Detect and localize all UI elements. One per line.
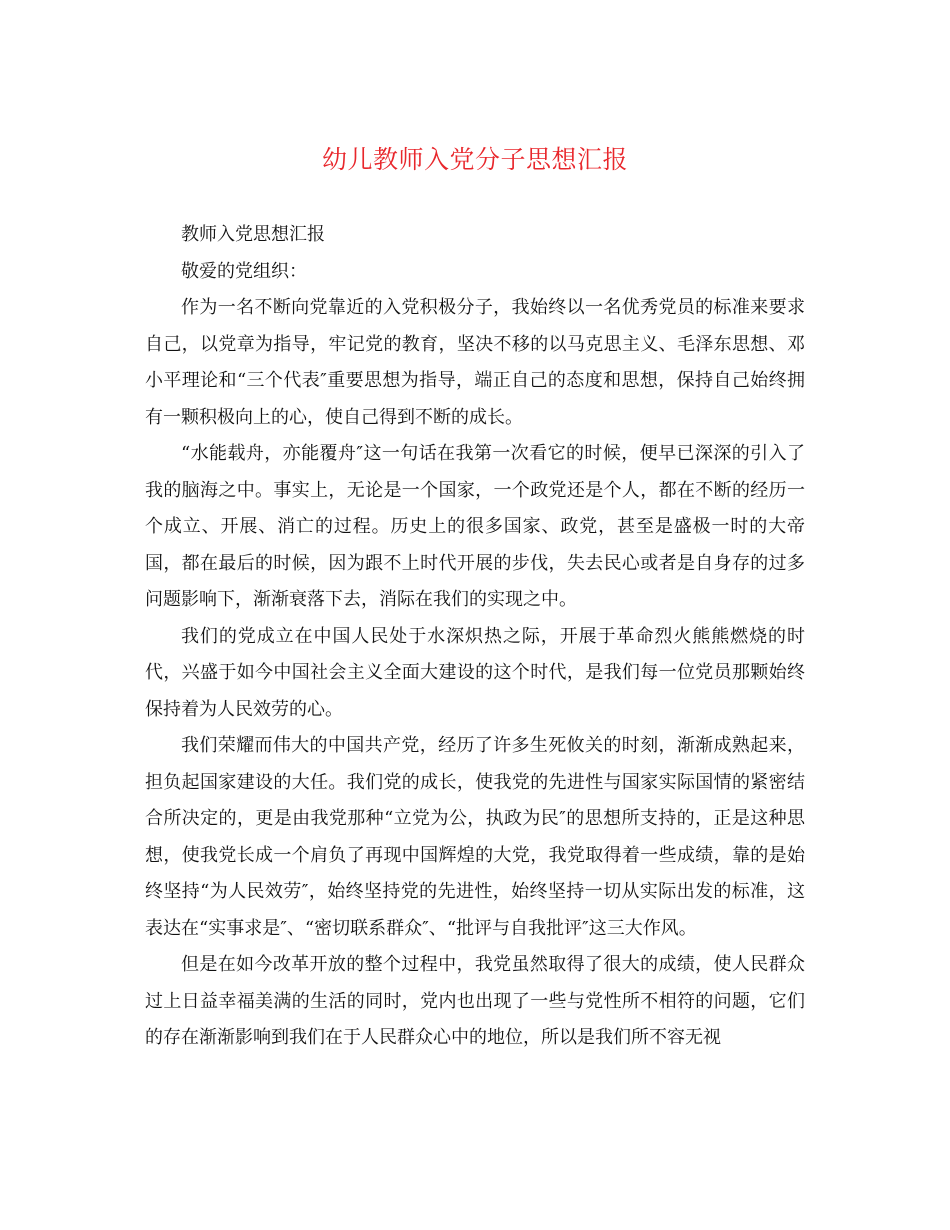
- paragraph-body: 但是在如今改革开放的整个过程中，我党虽然取得了很大的成绩，使人民群众过上日益幸福美满的生活的同时，党内也出现了一些与党性所不相符的问题，它们的存在渐渐影响到我们在于人民群众心中的地位，所以是我们所不容无视: [145, 954, 805, 1048]
- paragraph-salutation: 敬爱的党组织：: [181, 260, 307, 282]
- paragraph-subtitle: 教师入党思想汇报: [181, 224, 325, 245]
- document-title: 幼儿教师入党分子思想汇报: [321, 145, 628, 174]
- paragraph-body: 作为一名不断向党靠近的入党积极分子，我始终以一名优秀党员的标准来要求自己，以党章为指导，牢记党的教育，坚决不移的以马克思主义、毛泽东思想、邓小平理论和“三个代表″重要思想为指导，端正自己的态度和思想，保持自己始终拥有一颗积极向上的心，使自己得到不断的成长。: [145, 297, 805, 428]
- paragraph-body: “水能载舟，亦能覆舟″这一句话在我第一次看它的时候，便早已深深的引入了我的脑海之中。事实上，无论是一个国家，一个政党还是个人，都在不断的经历一个成立、开展、消亡的过程。历史上的很多国家、政党，甚至是盛极一时的大帝国，都在最后的时候，因为跟不上时代开展的步伐，失去民心或者是自身存的过多问题影响下，渐渐衰落下去，消际在我们的实现之中。: [145, 443, 805, 610]
- paragraph-body: 我们的党成立在中国人民处于水深炽热之际，开展于革命烈火熊熊燃烧的时代，兴盛于如今中国社会主义全面大建设的这个时代，是我们每一位党员那颗始终保持着为人民效劳的心。: [145, 625, 805, 720]
- paragraph-body: 我们荣耀而伟大的中国共产党，经历了许多生死攸关的时刻，渐渐成熟起来，担负起国家建设的大任。我们党的成长，使我党的先进性与国家实际国情的紧密结合所决定的，更是由我党那种“立党为公，执政为民″的思想所支持的，正是这种思想，使我党长成一个肩负了再现中国辉煌的大党，我党取得着一些成绩，靠的是始终坚持“为人民效劳″，始终坚持党的先进性，始终坚持一切从实际出发的标准，这表达在“实事求是″、“密切联系群众″、“批评与自我批评″这三大作风。: [145, 735, 805, 939]
- document-body: [145, 217, 805, 1057]
